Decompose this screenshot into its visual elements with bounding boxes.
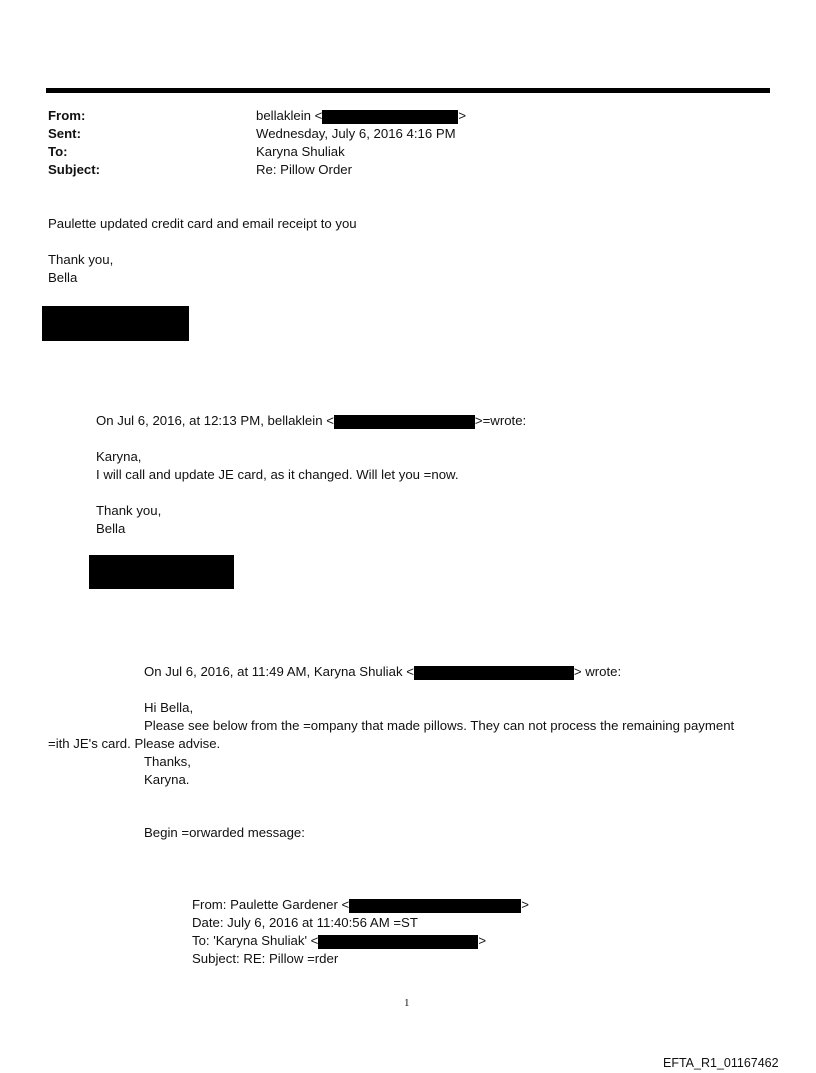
from-name: bellaklein [256, 108, 311, 123]
redaction-bar [322, 110, 458, 124]
fwd-to-open-bracket: < [310, 933, 319, 948]
quote1-intro-text: On Jul 6, 2016, at 12:13 PM, bellaklein [96, 413, 323, 428]
quote2-line2: =ith JE's card. Please advise. [48, 736, 221, 751]
quote2-intro-text: On Jul 6, 2016, at 11:49 AM, Karyna Shuliak < [144, 664, 414, 679]
subject-value: Re: Pillow Order [256, 162, 353, 177]
fwd-from-open-bracket: < [341, 897, 350, 912]
subject-label: Subject: [48, 162, 101, 177]
redaction-bar [334, 415, 475, 429]
quote2-signature: Karyna. [144, 772, 190, 787]
redaction-bar [349, 899, 521, 913]
from-value [256, 107, 466, 125]
signature-redaction [42, 306, 189, 341]
fwd-to-text: To: 'Karyna Shuliak' [192, 933, 307, 948]
from-label: From: [48, 108, 86, 123]
quote2-intro [144, 663, 621, 681]
redaction-bar [318, 935, 478, 949]
quote2-thanks: Thanks, [144, 754, 191, 769]
quote2-intro-wrote: > wrote: [573, 664, 622, 679]
redaction-bar [414, 666, 574, 680]
fwd-from-text: From: Paulette Gardener [192, 897, 338, 912]
fwd-date: Date: July 6, 2016 at 11:40:56 AM =ST [192, 915, 418, 930]
fwd-to [192, 932, 486, 950]
header-rule [46, 88, 770, 93]
quote1-open-bracket: < [326, 413, 334, 428]
forward-marker: Begin =orwarded message: [144, 825, 305, 840]
to-label: To: [48, 144, 68, 159]
body-signature: Bella [48, 270, 78, 285]
fwd-to-close-bracket: > [478, 933, 487, 948]
to-value: Karyna Shuliak [256, 144, 345, 159]
body-line: Paulette updated credit card and email receipt to you [48, 216, 357, 231]
fwd-from [192, 896, 529, 914]
fwd-subject: Subject: RE: Pillow =rder [192, 951, 339, 966]
from-close-bracket: > [458, 108, 467, 123]
quote1-line: I will call and update JE card, as it changed. Will let you =now. [96, 467, 459, 482]
quote1-signature: Bella [96, 521, 126, 536]
sent-label: Sent: [48, 126, 81, 141]
quote2-line1: Please see below from the =ompany that made pillows. They can not process the remaining payment [144, 718, 735, 733]
page-number: 1 [404, 997, 410, 1009]
signature-redaction [89, 555, 234, 589]
from-open-bracket: < [314, 108, 323, 123]
quote1-intro [96, 412, 526, 430]
body-thanks: Thank you, [48, 252, 114, 267]
document-id: EFTA_R1_01167462 [663, 1056, 779, 1070]
quote1-thanks: Thank you, [96, 503, 162, 518]
quote1-intro-wrote: >=wrote: [474, 413, 527, 428]
quote2-greeting: Hi Bella, [144, 700, 194, 715]
sent-value: Wednesday, July 6, 2016 4:16 PM [256, 126, 456, 141]
fwd-from-close-bracket: > [521, 897, 529, 912]
quote1-greeting: Karyna, [96, 449, 142, 464]
